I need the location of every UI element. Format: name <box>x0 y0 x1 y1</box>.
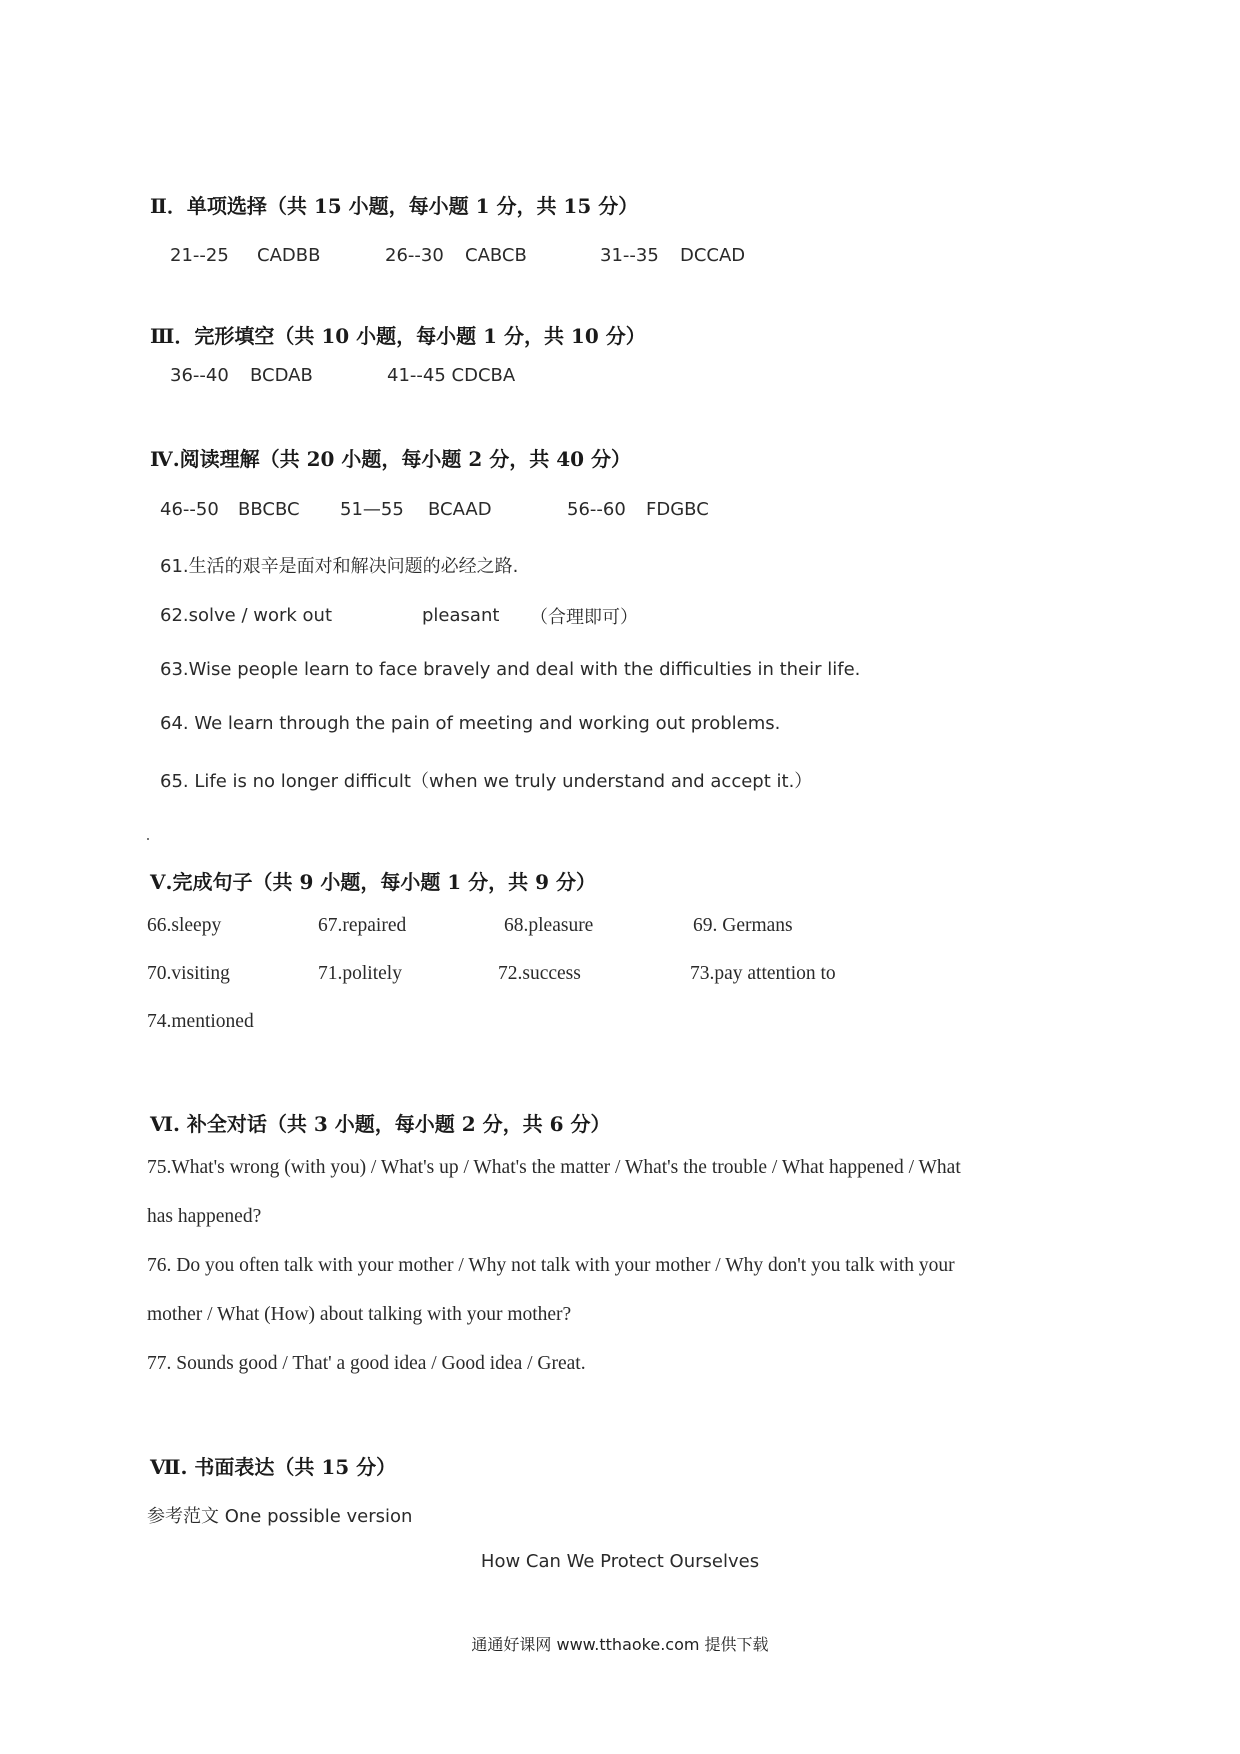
answer-group: 41--45 CDCBA <box>387 365 516 386</box>
answer-74: 74.mentioned <box>147 1011 254 1032</box>
answer-62b: pleasant <box>422 605 500 626</box>
answer-letters: BCDAB <box>250 365 313 386</box>
answer-71: 71.politely <box>318 963 402 984</box>
answer-75-line1: 75.What's wrong (with you) / What's up / What's the matter / What's the trouble / What happened / What <box>147 1157 961 1178</box>
stray-mark <box>147 838 149 840</box>
answer-75-line2: has happened? <box>147 1206 262 1227</box>
essay-title: How Can We Protect Ourselves <box>480 1551 760 1572</box>
answer-range: 21--25 <box>170 245 229 266</box>
section-7-title: Ⅶ. 书面表达（共 15 分） <box>150 1455 397 1479</box>
answer-letters: CADBB <box>257 245 321 266</box>
answer-70: 70.visiting <box>147 963 230 984</box>
answer-69: 69. Germans <box>693 915 793 936</box>
section-3-title: Ⅲ．完形填空（共 10 小题，每小题 1 分，共 10 分） <box>150 324 646 348</box>
answer-65: 65. Life is no longer difficult（when we truly understand and accept it.） <box>160 771 813 792</box>
answer-letters: DCCAD <box>680 245 746 266</box>
answer-73: 73.pay attention to <box>690 963 836 984</box>
answer-letters: BBCBC <box>238 499 300 520</box>
section-5-title: Ⅴ.完成句子（共 9 小题，每小题 1 分，共 9 分） <box>150 870 597 894</box>
section-6-title: Ⅵ. 补全对话（共 3 小题，每小题 2 分，共 6 分） <box>150 1112 611 1136</box>
answer-range: 36--40 <box>170 365 229 386</box>
answer-76-line1: 76. Do you often talk with your mother / Why not talk with your mother / Why don't you talk with your <box>147 1255 955 1276</box>
essay-subtitle: 参考范文 One possible version <box>147 1506 413 1527</box>
answer-63: 63.Wise people learn to face bravely and deal with the difficulties in their life. <box>160 659 861 680</box>
answer-72: 72.success <box>498 963 581 984</box>
answer-64: 64. We learn through the pain of meeting and working out problems. <box>160 713 781 734</box>
answer-76-line2: mother / What (How) about talking with your mother? <box>147 1304 572 1325</box>
answer-range: 51—55 <box>340 499 404 520</box>
answer-68: 68.pleasure <box>504 915 594 936</box>
answer-range: 26--30 <box>385 245 444 266</box>
answer-letters: BCAAD <box>428 499 492 520</box>
footer-source: 通通好课网 www.tthaoke.com 提供下载 <box>471 1635 769 1654</box>
answer-62-note: （合理即可） <box>530 607 638 628</box>
answer-62a: 62.solve / work out <box>160 605 333 626</box>
answer-range: 46--50 <box>160 499 219 520</box>
answer-range: 31--35 <box>600 245 659 266</box>
section-2-title: Ⅱ．单项选择（共 15 小题，每小题 1 分，共 15 分） <box>150 194 639 218</box>
section-4-title: Ⅳ.阅读理解（共 20 小题，每小题 2 分，共 40 分） <box>150 447 632 471</box>
answer-67: 67.repaired <box>318 915 407 936</box>
answer-range: 56--60 <box>567 499 626 520</box>
answer-66: 66.sleepy <box>147 915 222 936</box>
answer-letters: FDGBC <box>646 499 709 520</box>
answer-61: 61.生活的艰辛是面对和解决问题的必经之路. <box>160 556 519 577</box>
answer-letters: CABCB <box>465 245 527 266</box>
answer-77: 77. Sounds good / That' a good idea / Good idea / Great. <box>147 1353 586 1374</box>
